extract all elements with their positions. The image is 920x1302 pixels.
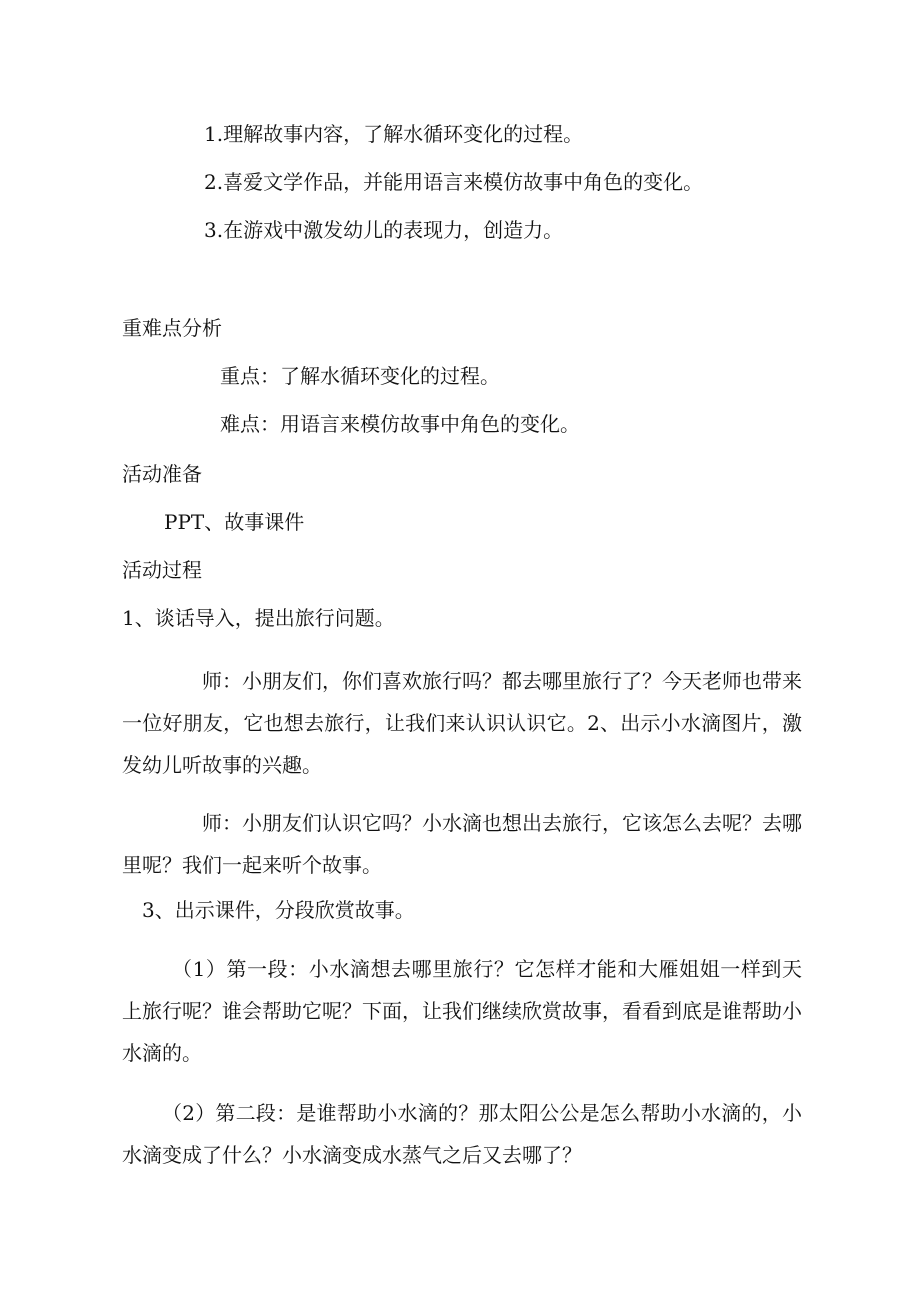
objective-1: 1.理解故事内容，了解水循环变化的过程。 xyxy=(204,122,584,146)
process-step-1: 1、谈话导入，提出旅行问题。 xyxy=(122,606,395,630)
process-step-3: 3、出示课件，分段欣赏故事。 xyxy=(142,898,415,922)
key-point-focus: 重点：了解水循环变化的过程。 xyxy=(220,364,500,388)
process-paragraph-3: （1）第一段：小水滴想去哪里旅行？它怎样才能和大雁姐姐一样到天上旅行呢？谁会帮助它呢？下面，让我们继续欣赏故事，看看到底是谁帮助小水滴的。 xyxy=(122,957,802,1065)
process-paragraph-4: （2）第二段：是谁帮助小水滴的？那太阳公公是怎么帮助小水滴的，小水滴变成了什么？小水滴变成水蒸气之后又去哪了？ xyxy=(122,1101,802,1167)
process-paragraph-2: 师：小朋友们认识它吗？小水滴也想出去旅行，它该怎么去呢？去哪里呢？我们一起来听个故事。 xyxy=(122,811,802,877)
process-paragraph-1: 师：小朋友们，你们喜欢旅行吗？都去哪里旅行了？今天老师也带来一位好朋友，它也想去旅行，让我们来认识认识它。2、出示小水滴图片，激发幼儿听故事的兴趣。 xyxy=(122,669,802,777)
process-heading: 活动过程 xyxy=(122,558,202,582)
objective-3: 3.在游戏中激发幼儿的表现力，创造力。 xyxy=(204,218,564,242)
key-point-difficulty: 难点：用语言来模仿故事中角色的变化。 xyxy=(220,412,580,436)
preparation-item: PPT、故事课件 xyxy=(164,510,305,534)
key-points-heading: 重难点分析 xyxy=(122,316,222,340)
preparation-heading: 活动准备 xyxy=(122,462,202,486)
objective-2: 2.喜爱文学作品，并能用语言来模仿故事中角色的变化。 xyxy=(204,170,704,194)
